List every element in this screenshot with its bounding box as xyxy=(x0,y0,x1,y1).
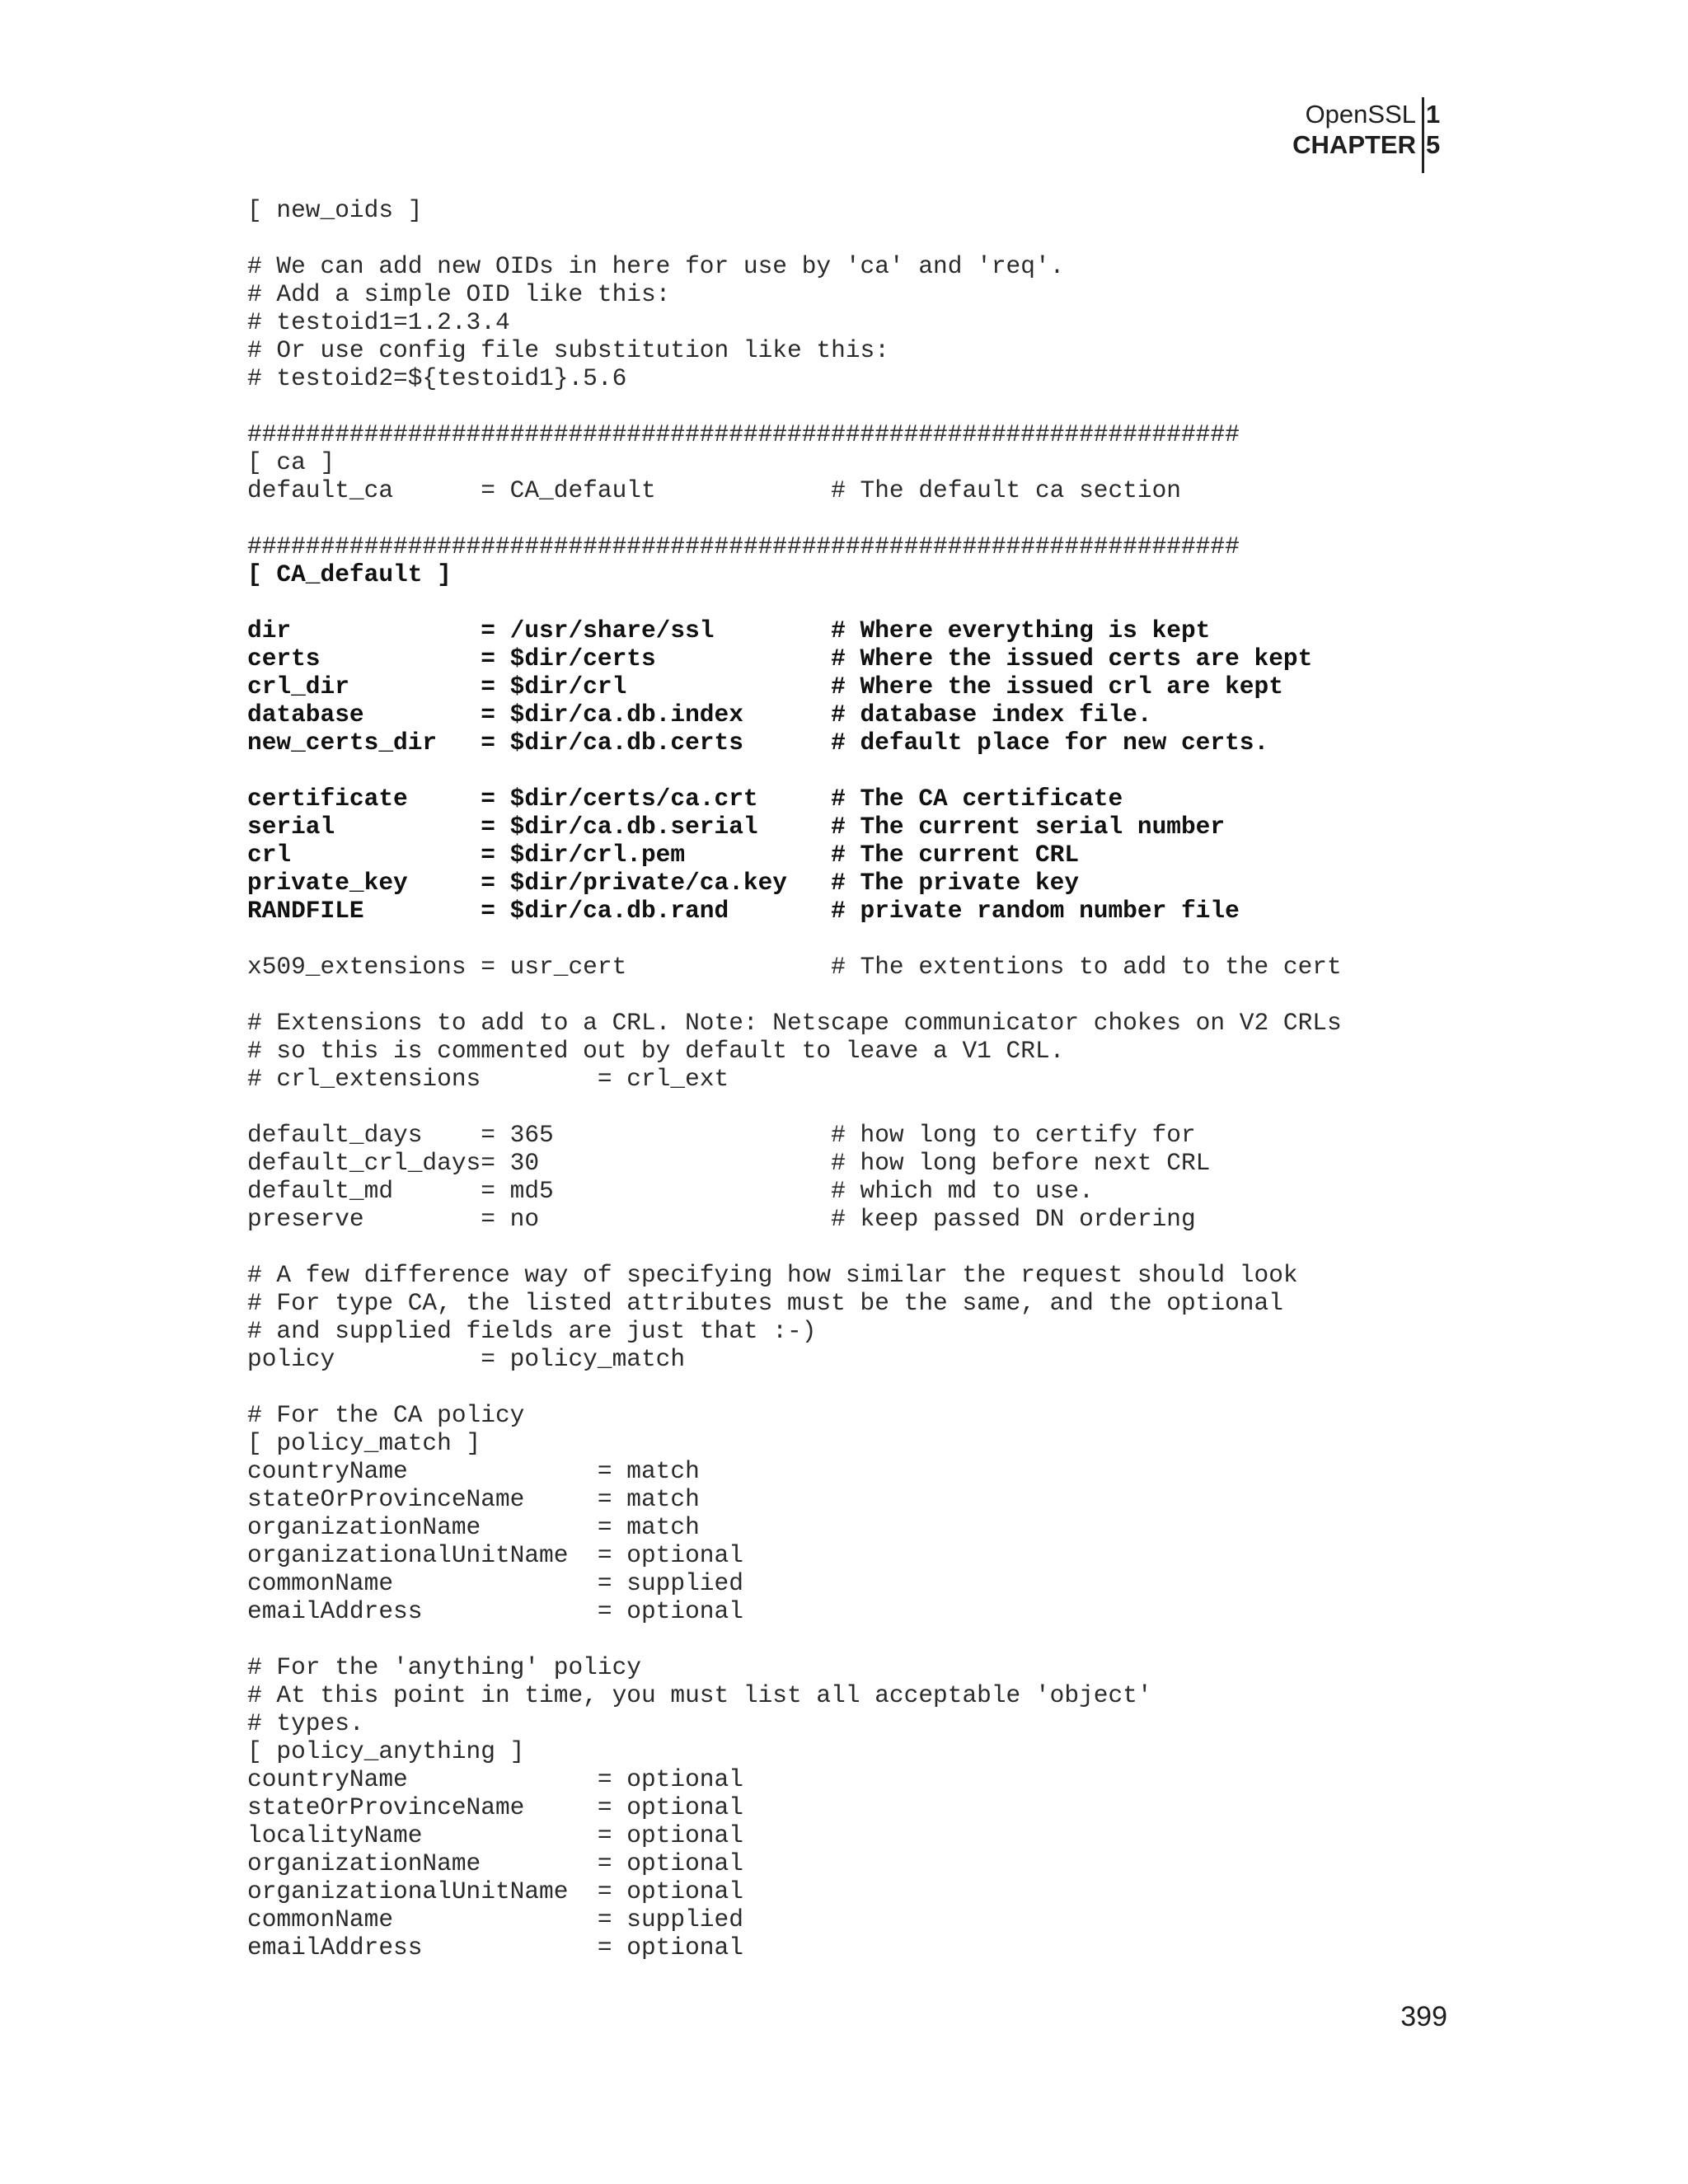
code-line: commonName = supplied xyxy=(247,1569,743,1597)
code-line: stateOrProvinceName = match xyxy=(247,1485,700,1513)
code-line: # Extensions to add to a CRL. Note: Netscape communicator chokes on V2 CRLs xyxy=(247,1009,1342,1037)
code-line: organizationName = match xyxy=(247,1513,700,1541)
code-line: RANDFILE = $dir/ca.db.rand # private random number file xyxy=(247,897,1240,925)
code-line: crl_dir = $dir/crl # Where the issued crl are kept xyxy=(247,673,1283,701)
code-line: organizationalUnitName = optional xyxy=(247,1541,743,1569)
code-line: # crl_extensions = crl_ext xyxy=(247,1065,729,1093)
code-line: x509_extensions = usr_cert # The extentions to add to the cert xyxy=(247,953,1342,981)
code-line xyxy=(247,925,1342,953)
code-line: #################################################################### xyxy=(247,532,1240,560)
header-chapter-number: 5 xyxy=(1426,130,1441,159)
code-line: localityName = optional xyxy=(247,1821,743,1849)
header-chapter-label: CHAPTER xyxy=(1292,130,1416,159)
code-line: stateOrProvinceName = optional xyxy=(247,1793,743,1821)
code-line: default_days = 365 # how long to certify for xyxy=(247,1121,1196,1149)
code-line: # At this point in time, you must list all acceptable 'object' xyxy=(247,1681,1152,1709)
code-line: preserve = no # keep passed DN ordering xyxy=(247,1205,1196,1233)
code-line: [ CA_default ] xyxy=(247,560,452,588)
code-line: # Or use config file substitution like this: xyxy=(247,336,889,364)
code-line: # A few difference way of specifying how similar the request should look xyxy=(247,1261,1298,1289)
code-line xyxy=(247,504,1342,532)
code-line xyxy=(247,224,1342,252)
code-line: # For type CA, the listed attributes must be the same, and the optional xyxy=(247,1289,1283,1317)
code-line: # For the 'anything' policy xyxy=(247,1653,641,1681)
code-line: default_ca = CA_default # The default ca section xyxy=(247,476,1181,504)
code-line: # We can add new OIDs in here for use by 'ca' and 'req'. xyxy=(247,252,1065,280)
code-line: dir = /usr/share/ssl # Where everything is kept xyxy=(247,616,1211,644)
code-line: countryName = optional xyxy=(247,1765,743,1793)
header-title-number: 1 xyxy=(1426,100,1441,129)
code-line: new_certs_dir = $dir/ca.db.certs # default place for new certs. xyxy=(247,729,1269,757)
code-line xyxy=(247,981,1342,1009)
code-line: commonName = supplied xyxy=(247,1905,743,1933)
header-labels xyxy=(1292,99,1416,160)
code-line: # testoid1=1.2.3.4 xyxy=(247,308,510,336)
code-line: private_key = $dir/private/ca.key # The private key xyxy=(247,869,1080,897)
code-line xyxy=(247,1373,1342,1401)
code-line xyxy=(247,1233,1342,1261)
code-line: certificate = $dir/certs/ca.crt # The CA certificate xyxy=(247,785,1123,813)
code-line: # so this is commented out by default to leave a V1 CRL. xyxy=(247,1037,1065,1065)
header-title: OpenSSL xyxy=(1305,100,1416,129)
code-line: crl = $dir/crl.pem # The current CRL xyxy=(247,841,1080,869)
code-line: # testoid2=${testoid1}.5.6 xyxy=(247,364,627,392)
code-line xyxy=(247,588,1342,616)
code-line: #################################################################### xyxy=(247,420,1240,448)
page-number: 399 xyxy=(1400,2001,1447,2032)
code-line xyxy=(247,392,1342,420)
code-line: [ policy_match ] xyxy=(247,1429,481,1457)
header-numbers xyxy=(1426,99,1447,160)
code-line xyxy=(247,757,1342,785)
code-line: policy = policy_match xyxy=(247,1345,686,1373)
code-line: emailAddress = optional xyxy=(247,1933,743,1961)
code-line xyxy=(247,1093,1342,1121)
code-line: emailAddress = optional xyxy=(247,1597,743,1625)
code-line: default_md = md5 # which md to use. xyxy=(247,1177,1094,1205)
code-line: organizationalUnitName = optional xyxy=(247,1877,743,1905)
code-line: # Add a simple OID like this: xyxy=(247,280,671,308)
code-line: database = $dir/ca.db.index # database index file. xyxy=(247,701,1152,729)
code-line: [ policy_anything ] xyxy=(247,1737,525,1765)
code-line xyxy=(247,1625,1342,1653)
code-line: serial = $dir/ca.db.serial # The current serial number xyxy=(247,813,1226,841)
code-line: # and supplied fields are just that :-) xyxy=(247,1317,817,1345)
code-line: default_crl_days= 30 # how long before next CRL xyxy=(247,1149,1211,1177)
code-line: [ new_oids ] xyxy=(247,196,423,224)
running-header xyxy=(1118,97,1447,176)
code-line: # For the CA policy xyxy=(247,1401,525,1429)
code-line: [ ca ] xyxy=(247,448,335,476)
code-line: organizationName = optional xyxy=(247,1849,743,1877)
code-line: certs = $dir/certs # Where the issued certs are kept xyxy=(247,644,1313,673)
header-divider xyxy=(1422,97,1424,173)
code-line: # types. xyxy=(247,1709,364,1737)
config-code-listing xyxy=(247,196,1342,1961)
code-line: countryName = match xyxy=(247,1457,700,1485)
